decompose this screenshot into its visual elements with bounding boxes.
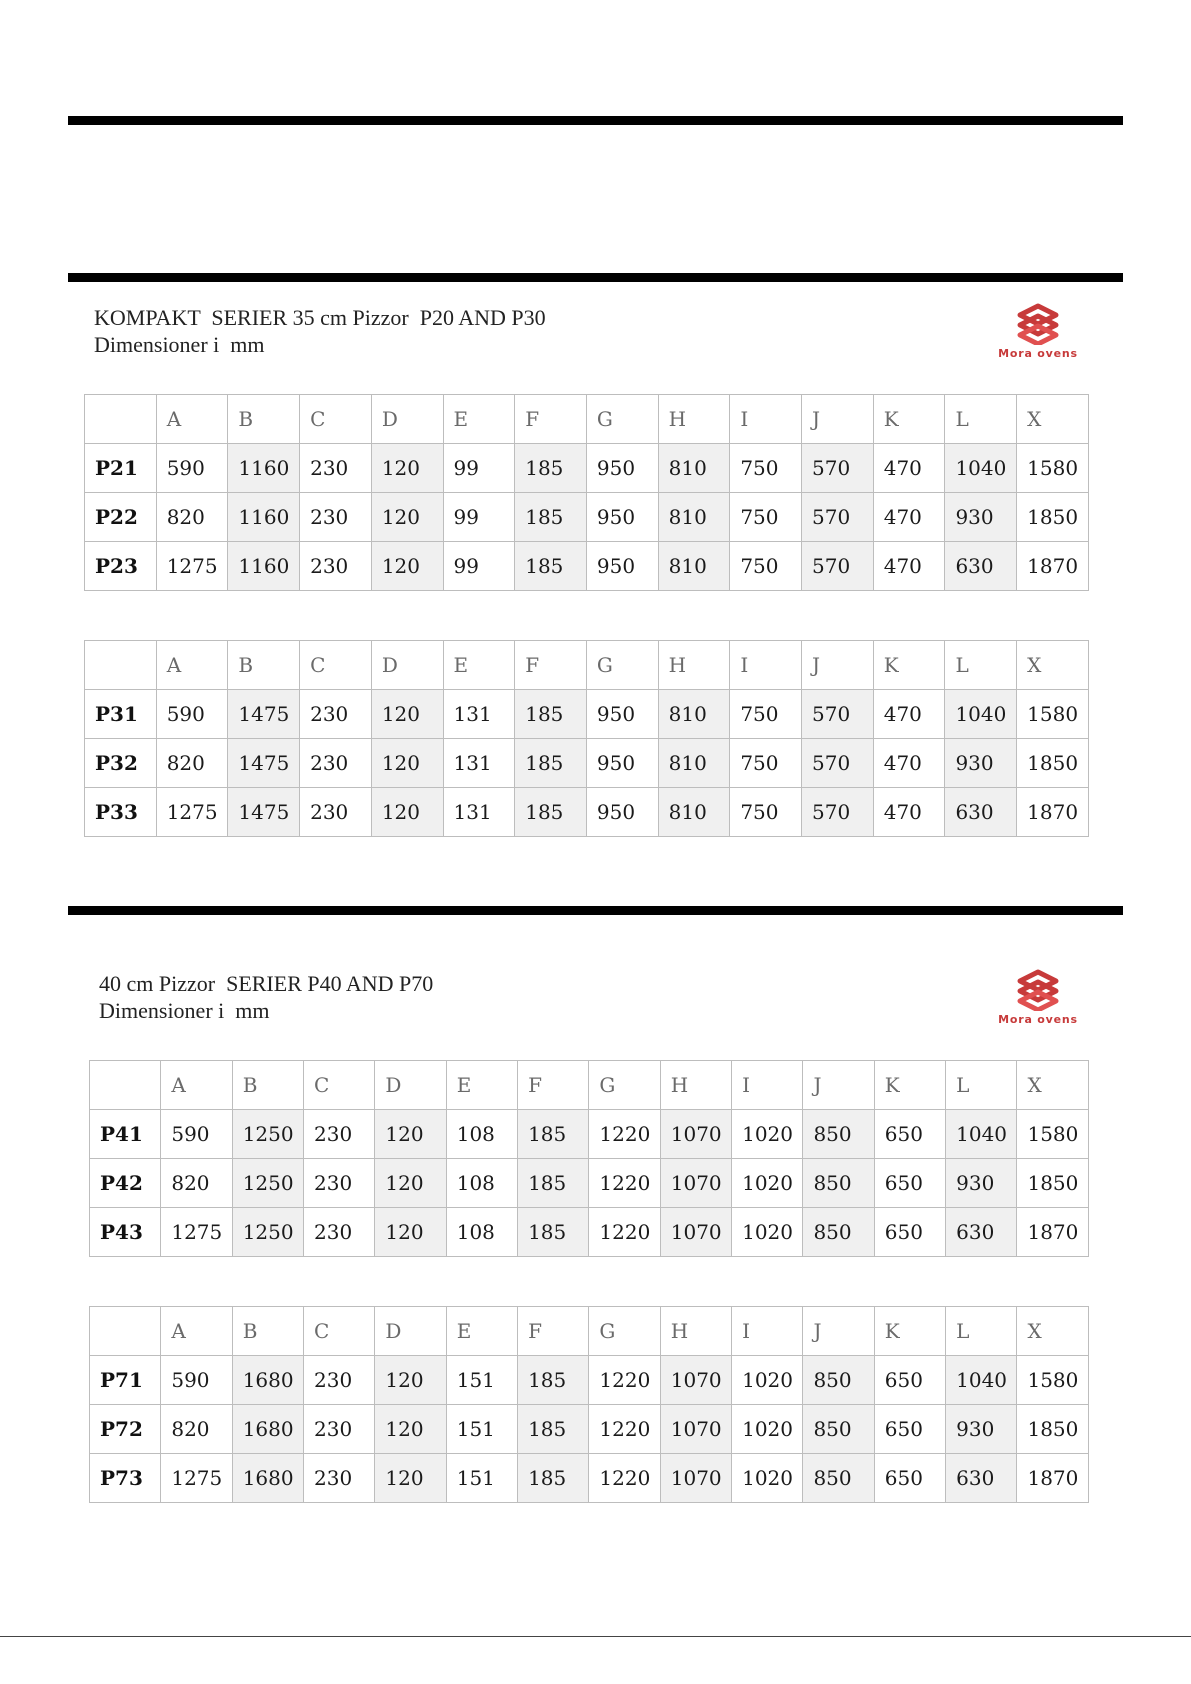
table-cell: 750 <box>730 690 802 739</box>
table-cell: 1020 <box>732 1454 803 1503</box>
table-cell: 230 <box>300 690 372 739</box>
row-label: P73 <box>90 1454 161 1503</box>
table-cell: 1870 <box>1017 788 1089 837</box>
table-cell: 1475 <box>228 788 300 837</box>
column-header: K <box>874 1061 945 1110</box>
table-header-row <box>90 1307 1089 1356</box>
table-cell: 1160 <box>228 444 300 493</box>
section-header <box>84 298 1089 394</box>
table-row <box>85 542 1089 591</box>
section-rule-2 <box>68 906 1123 915</box>
column-header: B <box>232 1061 303 1110</box>
column-header: H <box>658 641 730 690</box>
table-cell: 930 <box>946 1405 1017 1454</box>
table-cell: 230 <box>304 1356 375 1405</box>
table-cell: 1250 <box>232 1159 303 1208</box>
column-header: C <box>300 395 372 444</box>
table-cell: 650 <box>874 1110 945 1159</box>
column-header: X <box>1017 395 1089 444</box>
table-cell: 930 <box>945 739 1017 788</box>
table-cell: 470 <box>873 690 945 739</box>
row-label: P41 <box>90 1110 161 1159</box>
table-cell: 570 <box>802 493 874 542</box>
table-cell: 1250 <box>232 1208 303 1257</box>
column-header: A <box>161 1307 232 1356</box>
table-cell: 850 <box>803 1159 874 1208</box>
column-header: D <box>375 1307 446 1356</box>
table-cell: 750 <box>730 788 802 837</box>
table-cell: 850 <box>803 1405 874 1454</box>
table-cell: 930 <box>946 1159 1017 1208</box>
table-cell: 230 <box>300 444 372 493</box>
table-cell: 1220 <box>589 1159 660 1208</box>
table-cell: 1475 <box>228 690 300 739</box>
table-cell: 1850 <box>1017 493 1089 542</box>
column-header: G <box>589 1061 660 1110</box>
table-cell: 590 <box>156 690 228 739</box>
column-header: F <box>515 395 587 444</box>
table-row <box>85 788 1089 837</box>
table-cell: 108 <box>446 1159 517 1208</box>
table-cell: 1070 <box>660 1110 731 1159</box>
table-cell: 230 <box>300 542 372 591</box>
table-cell: 120 <box>375 1356 446 1405</box>
row-label: P42 <box>90 1159 161 1208</box>
column-header: X <box>1017 641 1089 690</box>
section-kompakt <box>84 298 1089 837</box>
table-cell: 1040 <box>945 444 1017 493</box>
table-cell: 820 <box>156 493 228 542</box>
table-cell: 630 <box>946 1454 1017 1503</box>
section-title-line1: KOMPAKT SERIER 35 cm Pizzor P20 AND P30 <box>94 305 546 330</box>
column-header: A <box>156 641 228 690</box>
table-cell: 108 <box>446 1208 517 1257</box>
table-cell: 120 <box>371 444 443 493</box>
table-cell: 151 <box>446 1405 517 1454</box>
table-cell: 1020 <box>732 1208 803 1257</box>
table-header-row <box>90 1061 1089 1110</box>
dimension-table <box>84 640 1089 837</box>
table-cell: 99 <box>443 542 515 591</box>
table-cell: 185 <box>515 542 587 591</box>
section-title-line2: Dimensioner i mm <box>99 998 270 1023</box>
column-header: A <box>161 1061 232 1110</box>
table-row <box>90 1405 1089 1454</box>
logo-text: Mora ovens <box>998 347 1078 360</box>
column-header: E <box>446 1307 517 1356</box>
table-cell: 950 <box>586 493 658 542</box>
column-header: I <box>730 395 802 444</box>
table-cell: 470 <box>873 739 945 788</box>
column-header: X <box>1017 1061 1089 1110</box>
table-cell: 185 <box>518 1110 589 1159</box>
mora-logo-icon <box>1016 969 1060 1011</box>
table-cell: 230 <box>304 1110 375 1159</box>
column-header: B <box>228 395 300 444</box>
table-cell: 1020 <box>732 1356 803 1405</box>
column-header: A <box>156 395 228 444</box>
column-header: D <box>375 1061 446 1110</box>
table-cell: 1850 <box>1017 1159 1089 1208</box>
corner-cell <box>85 395 157 444</box>
dimension-table <box>89 1060 1089 1257</box>
table-cell: 1070 <box>660 1208 731 1257</box>
table-cell: 850 <box>803 1454 874 1503</box>
table-cell: 185 <box>518 1356 589 1405</box>
table-cell: 230 <box>304 1405 375 1454</box>
table-cell: 650 <box>874 1208 945 1257</box>
column-header: J <box>802 641 874 690</box>
table-cell: 1070 <box>660 1356 731 1405</box>
table-cell: 1070 <box>660 1405 731 1454</box>
section-header <box>89 964 1089 1060</box>
table-cell: 1870 <box>1017 1208 1089 1257</box>
table-cell: 1580 <box>1017 690 1089 739</box>
table-cell: 590 <box>156 444 228 493</box>
column-header: G <box>586 641 658 690</box>
row-label: P33 <box>85 788 157 837</box>
table-cell: 650 <box>874 1454 945 1503</box>
table-cell: 810 <box>658 739 730 788</box>
column-header: G <box>586 395 658 444</box>
table-cell: 470 <box>873 444 945 493</box>
table-row <box>85 690 1089 739</box>
table-cell: 950 <box>586 444 658 493</box>
table-cell: 1160 <box>228 493 300 542</box>
table-row <box>85 493 1089 542</box>
table-cell: 230 <box>300 493 372 542</box>
column-header: I <box>730 641 802 690</box>
table-cell: 1680 <box>232 1405 303 1454</box>
table-cell: 120 <box>375 1405 446 1454</box>
table-cell: 850 <box>803 1356 874 1405</box>
table-cell: 470 <box>873 493 945 542</box>
logo-text: Mora ovens <box>998 1013 1078 1026</box>
top-rule <box>68 116 1123 125</box>
column-header: J <box>803 1061 874 1110</box>
footer-line <box>0 1636 1191 1637</box>
column-header: E <box>443 395 515 444</box>
table-cell: 630 <box>946 1208 1017 1257</box>
table-cell: 1870 <box>1017 1454 1089 1503</box>
table-cell: 1850 <box>1017 1405 1089 1454</box>
mora-logo-icon <box>1016 303 1060 345</box>
table-cell: 1580 <box>1017 444 1089 493</box>
table-row <box>90 1159 1089 1208</box>
section-title <box>99 964 1089 1024</box>
dimension-table <box>89 1306 1089 1503</box>
table-cell: 1680 <box>232 1454 303 1503</box>
table-cell: 950 <box>586 788 658 837</box>
column-header: K <box>874 1307 945 1356</box>
table-cell: 185 <box>515 739 587 788</box>
table-cell: 185 <box>515 444 587 493</box>
column-header: I <box>732 1061 803 1110</box>
table-cell: 650 <box>874 1159 945 1208</box>
column-header: J <box>802 395 874 444</box>
mora-ovens-logo <box>993 303 1083 360</box>
column-header: L <box>946 1061 1017 1110</box>
table-cell: 810 <box>658 444 730 493</box>
mora-ovens-logo <box>993 969 1083 1026</box>
column-header: I <box>732 1307 803 1356</box>
table-cell: 650 <box>874 1356 945 1405</box>
row-label: P71 <box>90 1356 161 1405</box>
row-label: P43 <box>90 1208 161 1257</box>
corner-cell <box>85 641 157 690</box>
table-cell: 99 <box>443 444 515 493</box>
table-cell: 810 <box>658 788 730 837</box>
table-cell: 850 <box>803 1110 874 1159</box>
table-cell: 120 <box>371 542 443 591</box>
table-cell: 120 <box>371 788 443 837</box>
table-cell: 810 <box>658 493 730 542</box>
table-cell: 1220 <box>589 1454 660 1503</box>
table-cell: 1020 <box>732 1405 803 1454</box>
table-cell: 810 <box>658 542 730 591</box>
table-cell: 950 <box>586 739 658 788</box>
table-cell: 1275 <box>156 788 228 837</box>
column-header: H <box>660 1061 731 1110</box>
table-cell: 590 <box>161 1110 232 1159</box>
table-cell: 185 <box>515 690 587 739</box>
table-row <box>90 1454 1089 1503</box>
table-cell: 1220 <box>589 1405 660 1454</box>
table-cell: 1475 <box>228 739 300 788</box>
table-cell: 185 <box>518 1405 589 1454</box>
column-header: H <box>660 1307 731 1356</box>
table-cell: 120 <box>371 493 443 542</box>
table-cell: 750 <box>730 542 802 591</box>
table-cell: 185 <box>518 1208 589 1257</box>
column-header: E <box>443 641 515 690</box>
table-cell: 1020 <box>732 1110 803 1159</box>
column-header: D <box>371 641 443 690</box>
table-cell: 108 <box>446 1110 517 1159</box>
table-cell: 185 <box>518 1159 589 1208</box>
table-cell: 820 <box>161 1159 232 1208</box>
table-cell: 1680 <box>232 1356 303 1405</box>
table-cell: 1220 <box>589 1356 660 1405</box>
table-cell: 131 <box>443 788 515 837</box>
column-header: L <box>945 641 1017 690</box>
table-cell: 1070 <box>660 1454 731 1503</box>
section-title-line2: Dimensioner i mm <box>94 332 265 357</box>
table-cell: 930 <box>945 493 1017 542</box>
table-cell: 120 <box>375 1110 446 1159</box>
row-label: P32 <box>85 739 157 788</box>
table-cell: 230 <box>300 788 372 837</box>
table-cell: 1160 <box>228 542 300 591</box>
table-cell: 1020 <box>732 1159 803 1208</box>
table-header-row <box>85 641 1089 690</box>
table-cell: 570 <box>802 739 874 788</box>
table-cell: 1040 <box>945 690 1017 739</box>
table-cell: 750 <box>730 493 802 542</box>
section-title-line1: 40 cm Pizzor SERIER P40 AND P70 <box>99 971 434 996</box>
table-gap <box>89 1257 1089 1306</box>
section-40cm <box>89 964 1089 1503</box>
dimension-table <box>84 394 1089 591</box>
row-label: P23 <box>85 542 157 591</box>
table-cell: 950 <box>586 690 658 739</box>
column-header: B <box>228 641 300 690</box>
column-header: B <box>232 1307 303 1356</box>
table-cell: 570 <box>802 444 874 493</box>
column-header: X <box>1017 1307 1089 1356</box>
column-header: K <box>873 641 945 690</box>
table-cell: 750 <box>730 444 802 493</box>
table-cell: 230 <box>300 739 372 788</box>
column-header: K <box>873 395 945 444</box>
row-label: P72 <box>90 1405 161 1454</box>
table-row <box>90 1208 1089 1257</box>
column-header: L <box>945 395 1017 444</box>
row-label: P21 <box>85 444 157 493</box>
table-cell: 131 <box>443 690 515 739</box>
table-cell: 570 <box>802 690 874 739</box>
table-row <box>90 1356 1089 1405</box>
table-cell: 185 <box>515 788 587 837</box>
table-cell: 750 <box>730 739 802 788</box>
column-header: L <box>946 1307 1017 1356</box>
table-row <box>85 444 1089 493</box>
table-cell: 99 <box>443 493 515 542</box>
table-cell: 630 <box>945 542 1017 591</box>
table-cell: 185 <box>515 493 587 542</box>
table-cell: 185 <box>518 1454 589 1503</box>
column-header: J <box>803 1307 874 1356</box>
column-header: F <box>518 1307 589 1356</box>
table-cell: 131 <box>443 739 515 788</box>
table-cell: 1850 <box>1017 739 1089 788</box>
table-cell: 1275 <box>161 1208 232 1257</box>
table-cell: 1040 <box>946 1356 1017 1405</box>
column-header: D <box>371 395 443 444</box>
table-cell: 230 <box>304 1208 375 1257</box>
column-header: C <box>300 641 372 690</box>
table-gap <box>84 591 1089 640</box>
table-cell: 151 <box>446 1454 517 1503</box>
table-cell: 120 <box>375 1454 446 1503</box>
corner-cell <box>90 1061 161 1110</box>
section-title <box>94 298 1089 358</box>
table-cell: 820 <box>161 1405 232 1454</box>
table-cell: 590 <box>161 1356 232 1405</box>
column-header: F <box>518 1061 589 1110</box>
table-cell: 820 <box>156 739 228 788</box>
table-cell: 230 <box>304 1454 375 1503</box>
column-header: H <box>658 395 730 444</box>
row-label: P22 <box>85 493 157 542</box>
table-cell: 1580 <box>1017 1356 1089 1405</box>
table-cell: 570 <box>802 542 874 591</box>
table-cell: 630 <box>945 788 1017 837</box>
table-cell: 120 <box>375 1159 446 1208</box>
column-header: C <box>304 1061 375 1110</box>
table-cell: 1070 <box>660 1159 731 1208</box>
table-cell: 1040 <box>946 1110 1017 1159</box>
table-cell: 650 <box>874 1405 945 1454</box>
table-cell: 950 <box>586 542 658 591</box>
table-cell: 1275 <box>161 1454 232 1503</box>
corner-cell <box>90 1307 161 1356</box>
table-cell: 230 <box>304 1159 375 1208</box>
table-cell: 1220 <box>589 1208 660 1257</box>
table-cell: 1580 <box>1017 1110 1089 1159</box>
table-cell: 570 <box>802 788 874 837</box>
table-cell: 850 <box>803 1208 874 1257</box>
table-cell: 810 <box>658 690 730 739</box>
table-cell: 151 <box>446 1356 517 1405</box>
table-cell: 1275 <box>156 542 228 591</box>
section-rule-1 <box>68 273 1123 282</box>
table-cell: 470 <box>873 788 945 837</box>
table-cell: 1870 <box>1017 542 1089 591</box>
table-row <box>85 739 1089 788</box>
table-cell: 470 <box>873 542 945 591</box>
table-cell: 1220 <box>589 1110 660 1159</box>
table-cell: 1250 <box>232 1110 303 1159</box>
table-cell: 120 <box>371 690 443 739</box>
column-header: C <box>304 1307 375 1356</box>
column-header: G <box>589 1307 660 1356</box>
table-cell: 120 <box>371 739 443 788</box>
table-row <box>90 1110 1089 1159</box>
column-header: E <box>446 1061 517 1110</box>
table-cell: 120 <box>375 1208 446 1257</box>
row-label: P31 <box>85 690 157 739</box>
table-header-row <box>85 395 1089 444</box>
column-header: F <box>515 641 587 690</box>
